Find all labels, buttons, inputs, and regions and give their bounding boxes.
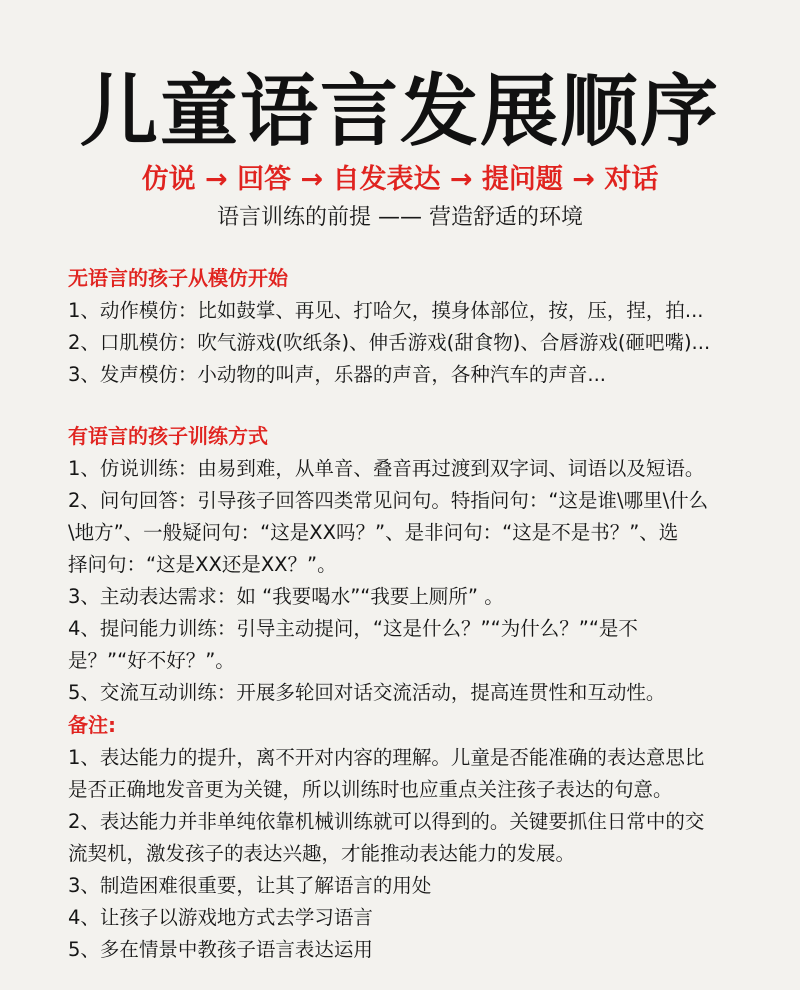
list-item: 是？”“好不好？”。 (68, 649, 235, 672)
list-item: 3、发声模仿：小动物的叫声，乐器的声音，各种汽车的声音... (68, 363, 607, 386)
note-item: 3、制造困难很重要，让其了解语言的用处 (68, 874, 432, 897)
section-title-verbal: 有语言的孩子训练方式 (68, 424, 268, 448)
content-body (68, 262, 768, 966)
list-item: 5、交流互动训练：开展多轮回对话交流活动，提高连贯性和互动性。 (68, 681, 666, 704)
list-item: 4、提问能力训练：引导主动提问，“这是什么？”“为什么？”“是不 (68, 617, 638, 640)
page-title: 儿童语言发展顺序 (79, 67, 720, 157)
note-item: 2、表达能力并非单纯依靠机械训练就可以得到的。关键要抓住日常中的交 (68, 810, 705, 833)
note-item: 4、让孩子以游戏地方式去学习语言 (68, 906, 373, 929)
note-item: 1、表达能力的提升，离不开对内容的理解。儿童是否能准确的表达意思比 (68, 746, 705, 769)
training-premise: 语言训练的前提 —— 营造舒适的环境 (217, 205, 583, 230)
list-item: 择问句：“这是XX还是XX？”。 (68, 553, 337, 576)
notes-title: 备注: (68, 713, 116, 737)
section-title-nonverbal: 无语言的孩子从模仿开始 (68, 266, 288, 290)
note-item: 是否正确地发音更为关键，所以训练时也应重点关注孩子表达的句意。 (68, 778, 673, 801)
list-item: 2、问句回答：引导孩子回答四类常见问句。特指问句：“这是谁\哪里\什么 (68, 489, 709, 512)
note-item: 流契机，激发孩子的表达兴趣，才能推动表达能力的发展。 (68, 842, 576, 865)
note-item: 5、多在情景中教孩子语言表达运用 (68, 938, 373, 961)
list-item: 2、口肌模仿：吹气游戏(吹纸条)、伸舌游戏(甜食物)、合唇游戏(砸吧嘴)... (68, 331, 711, 354)
development-sequence: 仿说 → 回答 → 自发表达 → 提问题 → 对话 (141, 164, 659, 195)
list-item: 1、动作模仿：比如鼓掌、再见、打哈欠，摸身体部位，按，压，捏，拍... (68, 299, 704, 322)
list-item: 1、仿说训练：由易到难，从单音、叠音再过渡到双字词、词语以及短语。 (68, 457, 705, 480)
section-spacer (68, 391, 768, 420)
list-item: 3、主动表达需求：如 “我要喝水”“我要上厕所” 。 (68, 585, 504, 608)
list-item: \地方”、一般疑问句：“这是XX吗？”、是非问句：“这是不是书？”、选 (68, 521, 679, 544)
